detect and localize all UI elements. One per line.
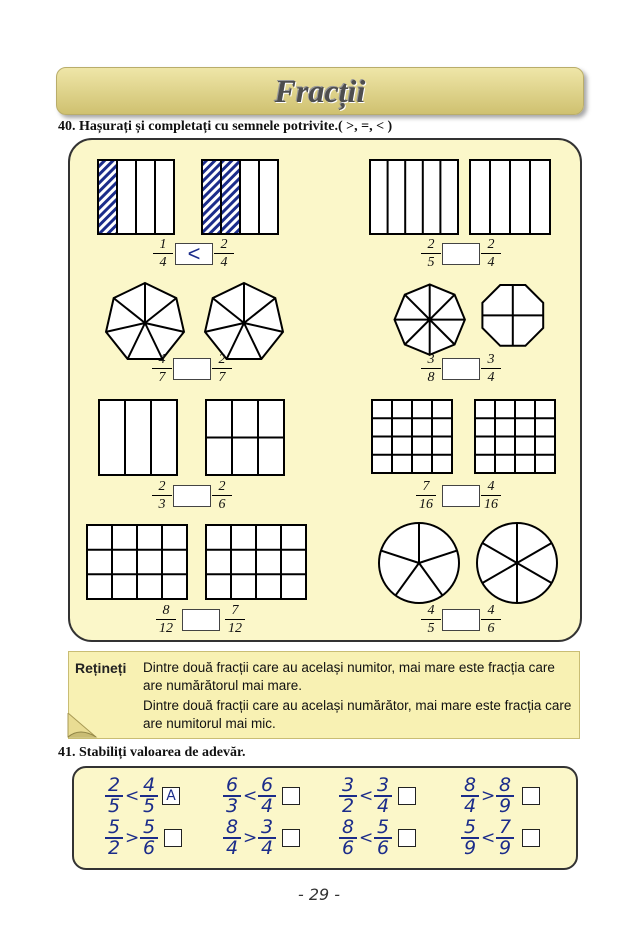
statement-fraction-right: 8 9: [494, 776, 516, 816]
grid-twelfths-right: [206, 525, 306, 599]
rect-quarters-right: [202, 160, 278, 234]
exercise-41-heading: 41. Stabiliți valoarea de adevăr.: [58, 745, 246, 760]
fraction-left: 7 16: [413, 479, 439, 512]
fraction-left: 8 12: [153, 603, 179, 636]
fraction-right: 2 6: [209, 479, 235, 512]
comparison-answer-box[interactable]: [182, 609, 220, 631]
grid-twelfths-left: [87, 525, 187, 599]
page-number: - 29 -: [297, 885, 341, 904]
page-title: Fracții: [274, 73, 366, 109]
remember-note: [68, 651, 580, 739]
circle-sixths: [477, 523, 557, 603]
octagon-eighths: [395, 284, 465, 354]
octagon-quarters: [482, 285, 543, 346]
statement-fraction-left: 6 3: [221, 776, 243, 816]
comparison-answer-box[interactable]: [442, 609, 480, 631]
fraction-left: 1 4: [150, 237, 176, 270]
statement-fraction-left: 5 9: [459, 818, 481, 858]
statement-fraction-left: 2 5: [103, 776, 125, 816]
grid-sixteenths-right: [475, 400, 555, 473]
comparison-answer-box[interactable]: [442, 485, 480, 507]
statement-sign: <: [481, 828, 496, 848]
statement-fraction-left: 3 2: [337, 776, 359, 816]
statement-fraction-right: 3 4: [372, 776, 394, 816]
statement-sign: >: [125, 828, 140, 848]
fraction-right: 2 7: [209, 352, 235, 385]
fraction-right: 2 4: [478, 237, 504, 270]
rect-sixths: [206, 400, 284, 475]
statement-fraction-right: 5 6: [372, 818, 394, 858]
fraction-left: 2 3: [149, 479, 175, 512]
statement-fraction-left: 8 4: [221, 818, 243, 858]
truth-value-box[interactable]: [398, 829, 416, 847]
fraction-left: 3 8: [418, 352, 444, 385]
fraction-left: 2 5: [418, 237, 444, 270]
page-curl-icon: [60, 713, 100, 745]
fraction-right: 4 16: [478, 479, 504, 512]
statement-sign: <: [125, 786, 140, 806]
truth-value-box[interactable]: [282, 829, 300, 847]
truth-value-box[interactable]: [522, 829, 540, 847]
statement-fraction-right: 7 9: [494, 818, 516, 858]
statement-sign: >: [481, 786, 496, 806]
comparison-answer-box[interactable]: [173, 485, 211, 507]
truth-value-box[interactable]: [282, 787, 300, 805]
fraction-right: 3 4: [478, 352, 504, 385]
comparison-answer-box[interactable]: <: [175, 243, 213, 265]
statement-sign: >: [243, 828, 258, 848]
rect-thirds: [99, 400, 177, 475]
comparison-answer-box[interactable]: [442, 243, 480, 265]
truth-value-box[interactable]: [164, 829, 182, 847]
statement-fraction-right: 5 6: [138, 818, 160, 858]
truth-value-box[interactable]: A: [162, 787, 180, 805]
statement-sign: <: [359, 786, 374, 806]
rect-quarters-b: [470, 160, 550, 234]
rect-fifths: [370, 160, 458, 234]
statement-fraction-right: 3 4: [256, 818, 278, 858]
truth-value-box[interactable]: [522, 787, 540, 805]
comparison-answer-box[interactable]: [442, 358, 480, 380]
note-rule-same-denominator: Dintre două fracții care au același numitor, mai mare este fracția care are numărătorul mai mare.: [143, 660, 555, 693]
heptagon-right: [205, 283, 283, 359]
exercise-40-heading: 40. Hașurați și completați cu semnele potrivite.( >, =, < ): [58, 119, 393, 134]
note-rule-same-numerator: Dintre două fracții care au același numărător, mai mare este fracția care are numitorul mai mic.: [143, 698, 572, 731]
statement-fraction-left: 8 4: [459, 776, 481, 816]
rect-quarters-left: [98, 160, 174, 234]
circle-fifths: [379, 523, 459, 603]
statement-sign: <: [359, 828, 374, 848]
statement-sign: <: [243, 786, 258, 806]
fraction-right: 2 4: [211, 237, 237, 270]
statement-fraction-left: 5 2: [103, 818, 125, 858]
fraction-left: 4 5: [418, 603, 444, 636]
fraction-right: 7 12: [222, 603, 248, 636]
statement-fraction-right: 6 4: [256, 776, 278, 816]
note-label: Rețineți: [75, 660, 127, 676]
truth-value-box[interactable]: [398, 787, 416, 805]
comparison-answer-box[interactable]: [173, 358, 211, 380]
statement-fraction-right: 4 5: [138, 776, 160, 816]
fraction-right: 4 6: [478, 603, 504, 636]
heptagon-left: [106, 283, 184, 359]
fraction-left: 4 7: [149, 352, 175, 385]
grid-sixteenths-left: [372, 400, 452, 473]
statement-fraction-left: 8 6: [337, 818, 359, 858]
note-rules: [143, 659, 573, 735]
